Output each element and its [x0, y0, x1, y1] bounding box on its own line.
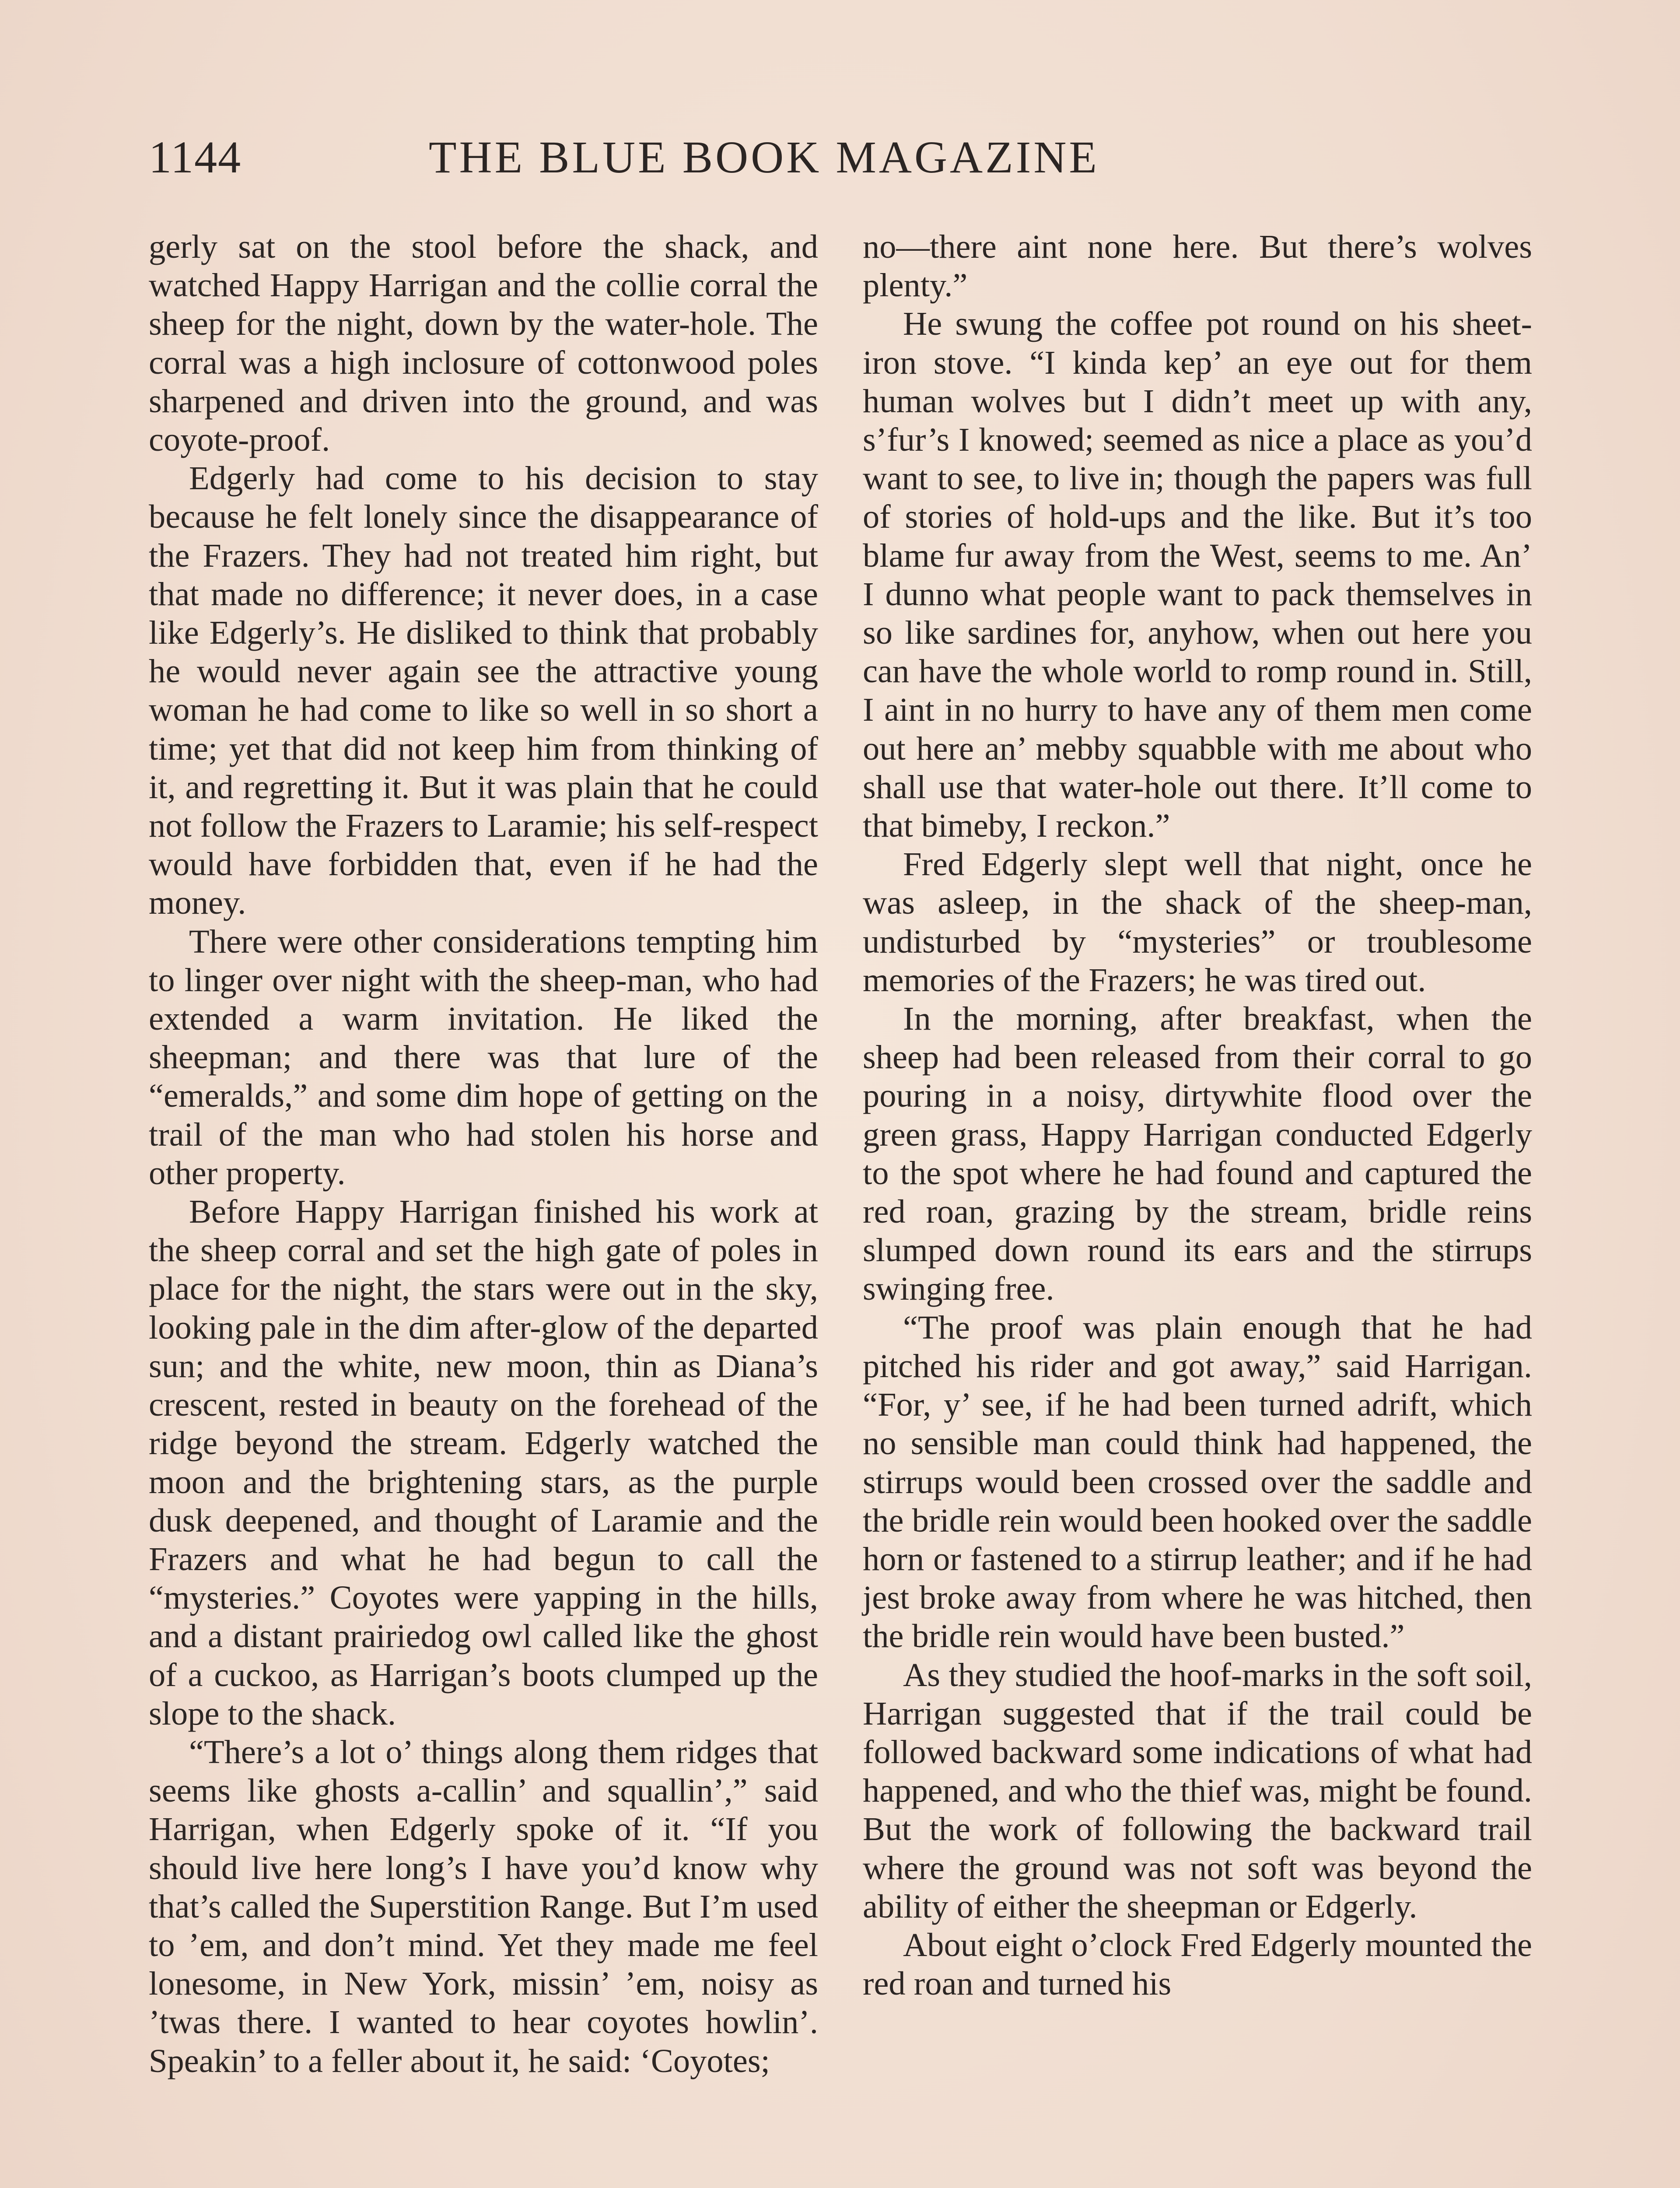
paragraph: “The proof was plain enough that he had pitched his rider and got away,” said Harrigan. “For, y’ see, if he had been turned adrift, which no sensible man could think had happened, the stirrups would been crossed over the saddle and the bridle rein would been hooked over the saddle horn or fastened to a stirrup leather; and if he had jest broke away from where he was hitched, then the bridle rein would have been busted.”: [863, 1308, 1532, 1655]
left-column: [149, 228, 818, 2080]
paragraph: Edgerly had come to his decision to stay because he felt lonely since the disappearance of the Frazers. They had not treated him right, but that made no difference; it never does, in a case like Edgerly’s. He disliked to think that probably he would never again see the attractive young woman he had come to like so well in so short a time; yet that did not keep him from thinking of it, and regretting it. But it was plain that he could not follow the Frazers to Laramie; his self-respect would have forbidden that, even if he had the money.: [149, 459, 818, 922]
paragraph: About eight o’clock Fred Edgerly mounted the red roan and turned his: [863, 1926, 1532, 2002]
paragraph: In the morning, after breakfast, when the sheep had been released from their corral to go pouring in a noisy, dirtywhite flood over the green grass, Happy Harrigan conducted Edgerly to the spot where he had found and captured the red roan, grazing by the stream, bridle reins slumped down round its ears and the stirrups swinging free.: [863, 1000, 1532, 1308]
paragraph: Before Happy Harrigan finished his work at the sheep corral and set the high gate of poles in place for the night, the stars were out in the sky, looking pale in the dim after-glow of the departed sun; and the white, new moon, thin as Diana’s crescent, rested in beauty on the forehead of the ridge beyond the stream. Edgerly watched the moon and the brightening stars, as the purple dusk deepened, and thought of Laramie and the Frazers and what he had begun to call the “mysteries.” Coyotes were yapping in the hills, and a distant prairiedog owl called like the ghost of a cuckoo, as Harrigan’s boots clumped up the slope to the shack.: [149, 1193, 818, 1732]
paragraph: He swung the coffee pot round on his sheet-iron stove. “I kinda kep’ an eye out for them human wolves but I didn’t meet up with any, s’fur’s I knowed; seemed as nice a place as you’d want to see, to live in; though the papers was full of stories of hold-ups and the like. But it’s too blame fur away from the West, seems to me. An’ I dunno what people want to pack themselves in so like sardines for, anyhow, when out here you can have the whole world to romp round in. Still, I aint in no hurry to have any of them men come out here an’ mebby squabble with me about who shall use that water-hole out there. It’ll come to that bimeby, I reckon.”: [863, 305, 1532, 845]
magazine-title: THE BLUE BOOK MAGAZINE: [429, 132, 1099, 182]
right-column: [863, 228, 1532, 2003]
paragraph: Fred Edgerly slept well that night, once he was asleep, in the shack of the sheep-man, undisturbed by “mysteries” or troublesome memories of the Frazers; he was tired out.: [863, 845, 1532, 999]
paragraph: “There’s a lot o’ things along them ridges that seems like ghosts a-callin’ and squallin’,” said Harrigan, when Edgerly spoke of it. “If you should live here long’s I have you’d know why that’s called the Superstition Range. But I’m used to ’em, and don’t mind. Yet they made me feel lonesome, in New York, missin’ ’em, noisy as ’twas there. I wanted to hear coyotes howlin’. Speakin’ to a feller about it, he said: ‘Coyotes;: [149, 1733, 818, 2079]
page-header: [149, 127, 1536, 188]
paragraph: no—there aint none here. But there’s wolves plenty.”: [863, 228, 1532, 304]
page-number: 1144: [149, 132, 242, 182]
paragraph: As they studied the hoof-marks in the soft soil, Harrigan suggested that if the trail could be followed backward some indications of what had happened, and who the thief was, might be found. But the work of following the backward trail where the ground was not soft was beyond the ability of either the sheepman or Edgerly.: [863, 1656, 1532, 1925]
paragraph: There were other considerations tempting him to linger over night with the sheep-man, who had extended a warm invitation. He liked the sheepman; and there was that lure of the “emeralds,” and some dim hope of getting on the trail of the man who had stolen his horse and other property.: [149, 922, 818, 1192]
paragraph: gerly sat on the stool before the shack, and watched Happy Harrigan and the collie corral the sheep for the night, down by the water-hole. The corral was a high inclosure of cottonwood poles sharpened and driven into the ground, and was coyote-proof.: [149, 228, 818, 459]
